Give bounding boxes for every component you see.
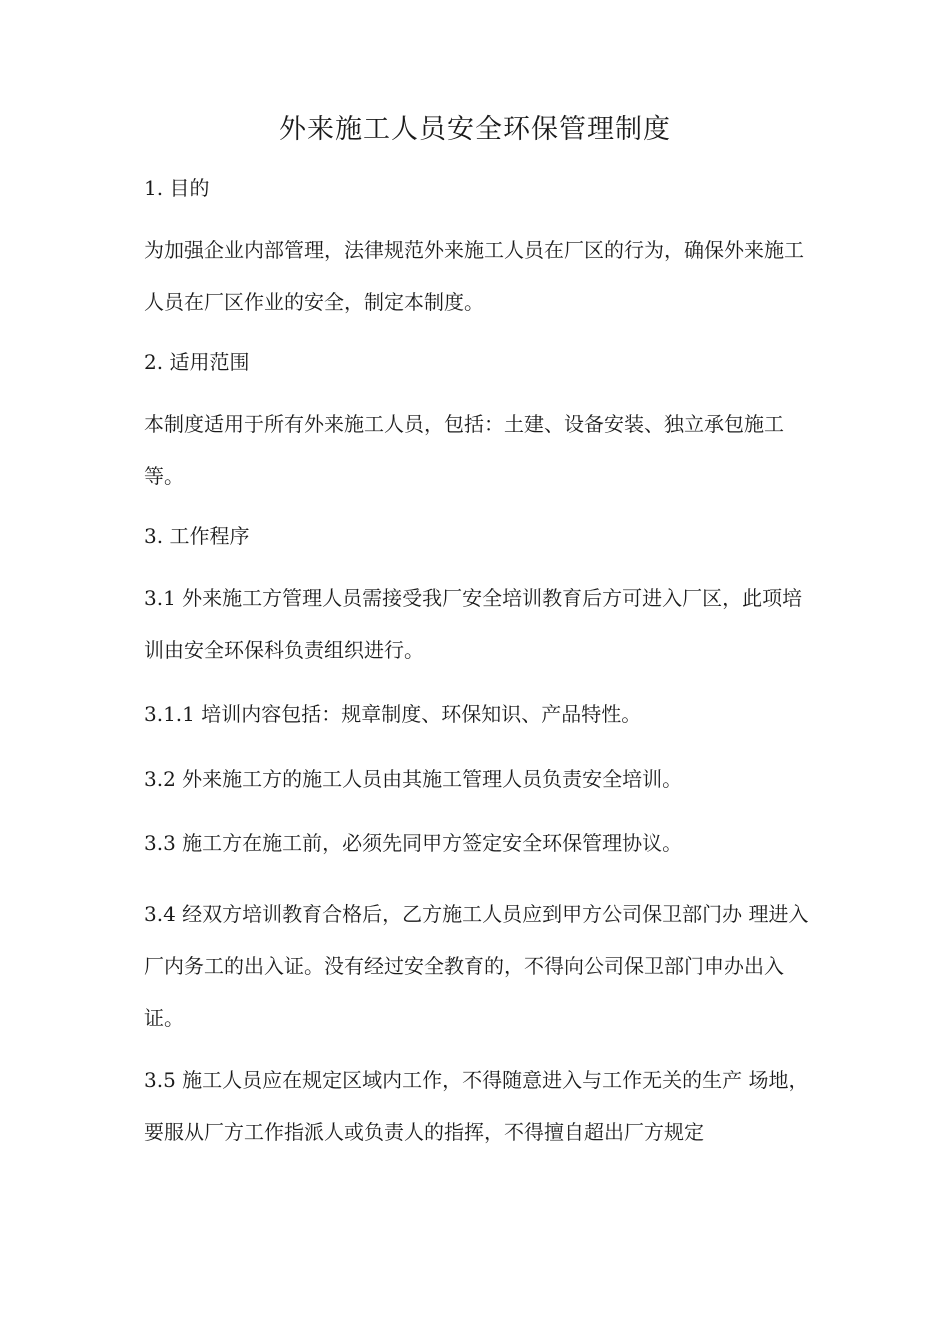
clause-3-1: 3.1 外来施工方管理人员需接受我厂安全培训教育后方可进入厂区，此项培训由安全环保科负责组织进行。 xyxy=(144,586,803,662)
section-heading-procedure: 3. 工作程序 xyxy=(144,524,250,548)
section-heading-purpose: 1. 目的 xyxy=(144,176,210,200)
clause-3-2: 3.2 外来施工方的施工人员由其施工管理人员负责安全培训。 xyxy=(144,767,683,791)
paragraph-scope: 本制度适用于所有外来施工人员，包括：土建、设备安装、独立承包施工等。 xyxy=(144,412,784,488)
section-heading-scope: 2. 适用范围 xyxy=(144,350,250,374)
clause-3-4: 3.4 经双方培训教育合格后，乙方施工人员应到甲方公司保卫部门办 理进入厂内务工的出入证。没有经过安全教育的，不得向公司保卫部门申办出入证。 xyxy=(144,902,809,1030)
paragraph-purpose: 为加强企业内部管理，法律规范外来施工人员在厂区的行为，确保外来施工 人员在厂区作业的安全，制定本制度。 xyxy=(144,238,804,314)
clause-3-1-1: 3.1.1 培训内容包括：规章制度、环保知识、产品特性。 xyxy=(144,702,642,726)
clause-3-5: 3.5 施工人员应在规定区域内工作，不得随意进入与工作无关的生产 场地，要服从厂方工作指派人或负责人的指挥，不得擅自超出厂方规定 xyxy=(144,1068,809,1144)
clause-3-3: 3.3 施工方在施工前，必须先同甲方签定安全环保管理协议。 xyxy=(144,831,683,855)
document-title: 外来施工人员安全环保管理制度 xyxy=(279,114,671,145)
